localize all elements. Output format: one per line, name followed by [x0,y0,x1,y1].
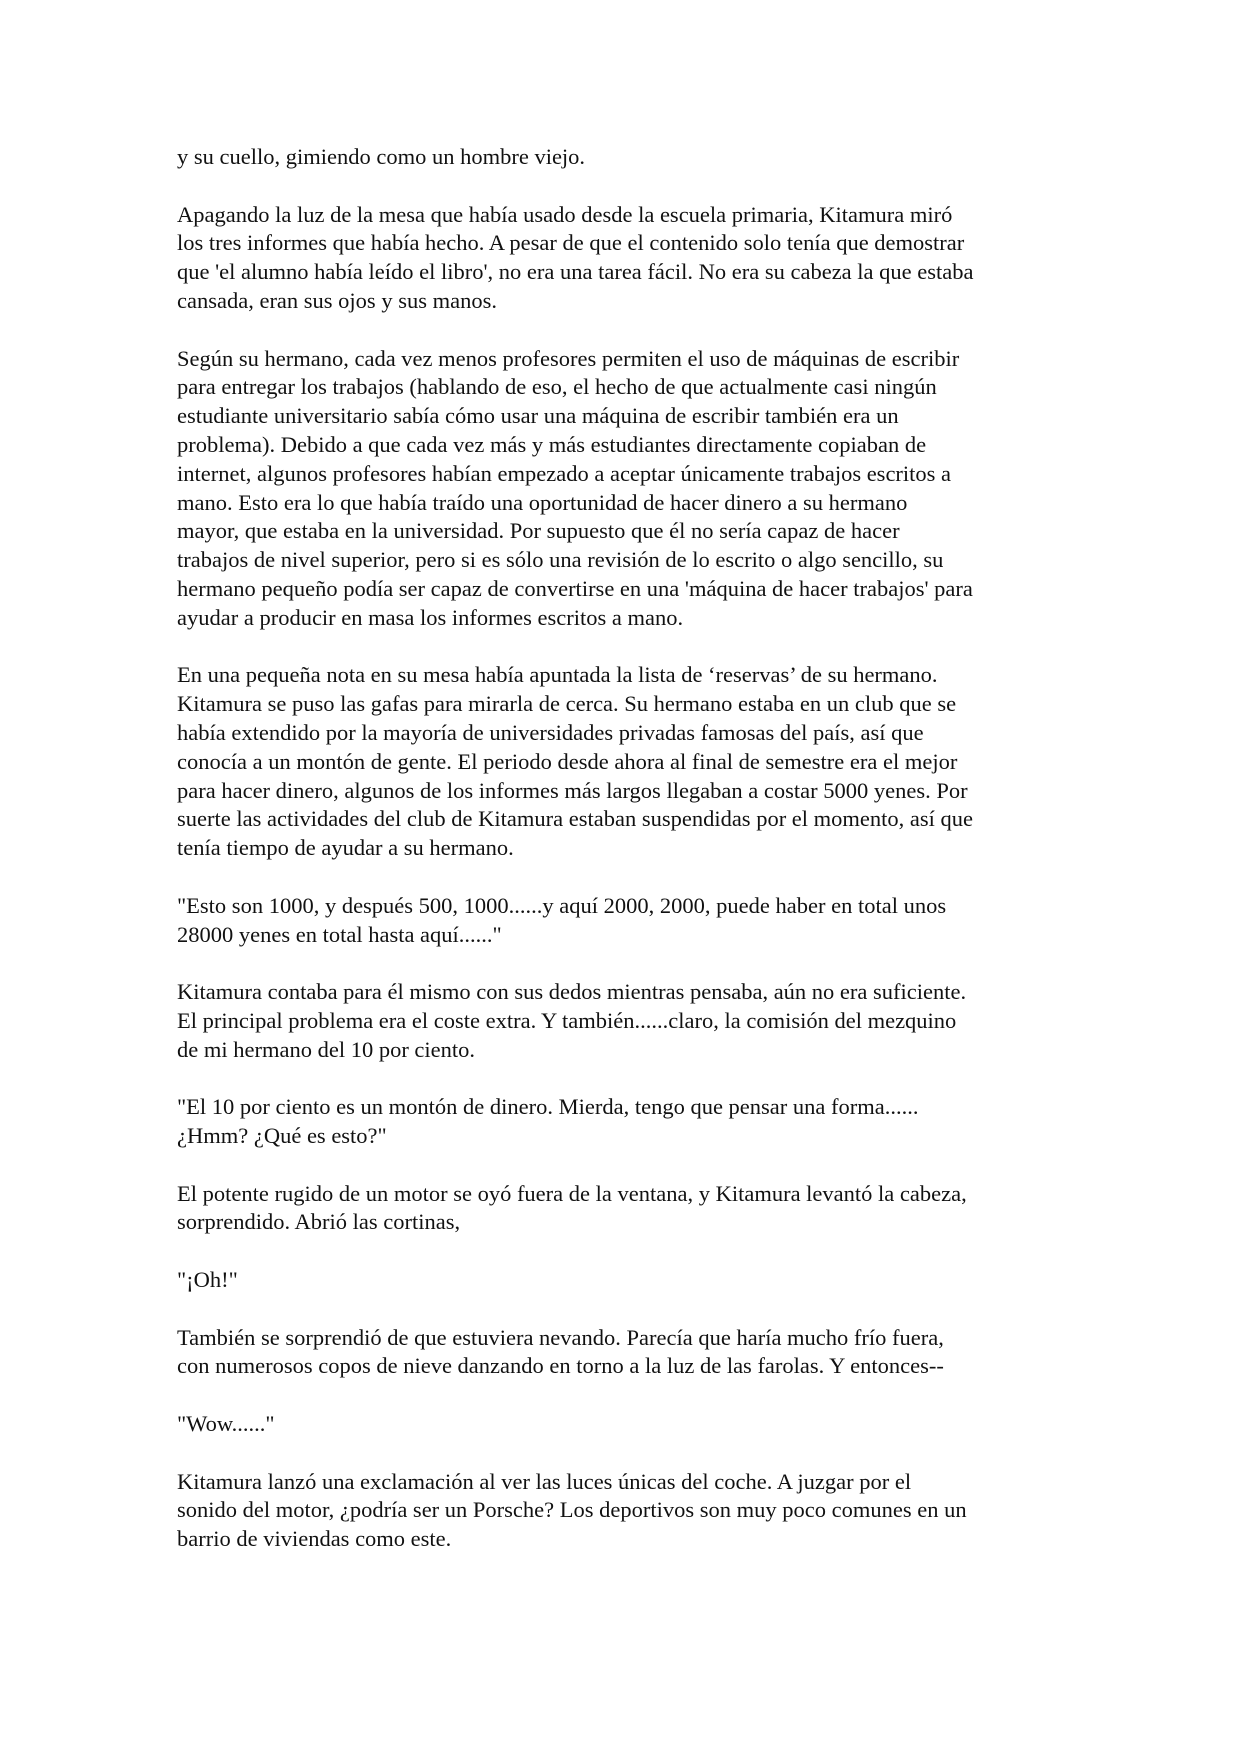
text-line: y su cuello, gimiendo como un hombre viejo. [177,144,586,169]
text-line: mano. Esto era lo que había traído una oportunidad de hacer dinero a su hermano [177,489,908,515]
text-line: mayor, que estaba en la universidad. Por supuesto que él no sería capaz de hacer [177,518,900,544]
text-line: estudiante universitario sabía cómo usar una máquina de escribir también era un [177,403,899,429]
text-line: También se sorprendió de que estuviera nevando. Parecía que haría mucho frío fuera, [177,1324,944,1350]
text-line: que 'el alumno había leído el libro', no era una tarea fácil. No era su cabeza la que estaba [177,259,974,285]
paragraph [177,978,1077,1064]
text-line: problema). Debido a que cada vez más y más estudiantes directamente copiaban de [177,431,927,457]
paragraph [177,143,1077,172]
text-line: trabajos de nivel superior, pero si es sólo una revisión de lo escrito o algo sencillo, su [177,547,944,573]
text-line: "Esto son 1000, y después 500, 1000......y aquí 2000, 2000, puede haber en total unos [177,892,947,918]
text-line: los tres informes que había hecho. A pesar de que el contenido solo tenía que demostrar [177,230,965,256]
text-line: tenía tiempo de ayudar a su hermano. [177,835,514,861]
paragraph [177,1266,1077,1295]
text-line: Apagando la luz de la mesa que había usado desde la escuela primaria, Kitamura miró [177,201,953,227]
text-line: conocía a un montón de gente. El periodo desde ahora al final de semestre era el mejor [177,748,958,774]
text-line: cansada, eran sus ojos y sus manos. [177,287,497,313]
text-line: Según su hermano, cada vez menos profesores permiten el uso de máquinas de escribir [177,345,960,371]
paragraph [177,1324,1077,1382]
text-line: hermano pequeño podía ser capaz de convertirse en una 'máquina de hacer trabajos' para [177,575,973,601]
text-line: Kitamura se puso las gafas para mirarla de cerca. Su hermano estaba en un club que se [177,691,957,717]
text-line: Kitamura contaba para él mismo con sus dedos mientras pensaba, aún no era suficiente. [177,979,967,1005]
text-line: con numerosos copos de nieve danzando en torno a la luz de las farolas. Y entonces-- [177,1353,944,1379]
paragraph [177,892,1077,950]
text-line: suerte las actividades del club de Kitamura estaban suspendidas por el momento, así que [177,806,974,832]
text-line: El principal problema era el coste extra. Y también......claro, la comisión del mezquino [177,1007,957,1033]
text-line: sorprendido. Abrió las cortinas, [177,1209,461,1235]
paragraph [177,661,1077,863]
paragraph [177,1093,1077,1151]
text-line: En una pequeña nota en su mesa había apuntada la lista de ‘reservas’ de su hermano. [177,662,938,688]
paragraph [177,1410,1077,1439]
text-line: internet, algunos profesores habían empezado a aceptar únicamente trabajos escritos a [177,460,952,486]
text-line: para hacer dinero, algunos de los informes más largos llegaban a costar 5000 yenes. Por [177,777,968,803]
paragraph [177,1468,1077,1554]
text-line: "Wow......" [177,1411,275,1437]
paragraph [177,1180,1077,1238]
paragraph [177,201,1077,316]
paragraph [177,345,1077,633]
text-line: Kitamura lanzó una exclamación al ver las luces únicas del coche. A juzgar por el [177,1468,912,1494]
text-line: de mi hermano del 10 por ciento. [177,1036,476,1062]
text-line: "El 10 por ciento es un montón de dinero. Mierda, tengo que pensar una forma...... [177,1094,919,1120]
text-line: barrio de viviendas como este. [177,1526,452,1552]
text-line: había extendido por la mayoría de universidades privadas famosas del país, así que [177,719,924,745]
text-line: "¡Oh!" [177,1267,238,1293]
text-line: El potente rugido de un motor se oyó fuera de la ventana, y Kitamura levantó la cabeza, [177,1180,967,1206]
text-line: sonido del motor, ¿podría ser un Porsche? Los deportivos son muy poco comunes en un [177,1497,967,1523]
text-line: para entregar los trabajos (hablando de eso, el hecho de que actualmente casi ningún [177,374,937,400]
document-page [177,143,1077,1583]
text-line: 28000 yenes en total hasta aquí......" [177,921,502,947]
text-line: ¿Hmm? ¿Qué es esto?" [177,1123,387,1149]
text-line: ayudar a producir en masa los informes escritos a mano. [177,604,684,630]
